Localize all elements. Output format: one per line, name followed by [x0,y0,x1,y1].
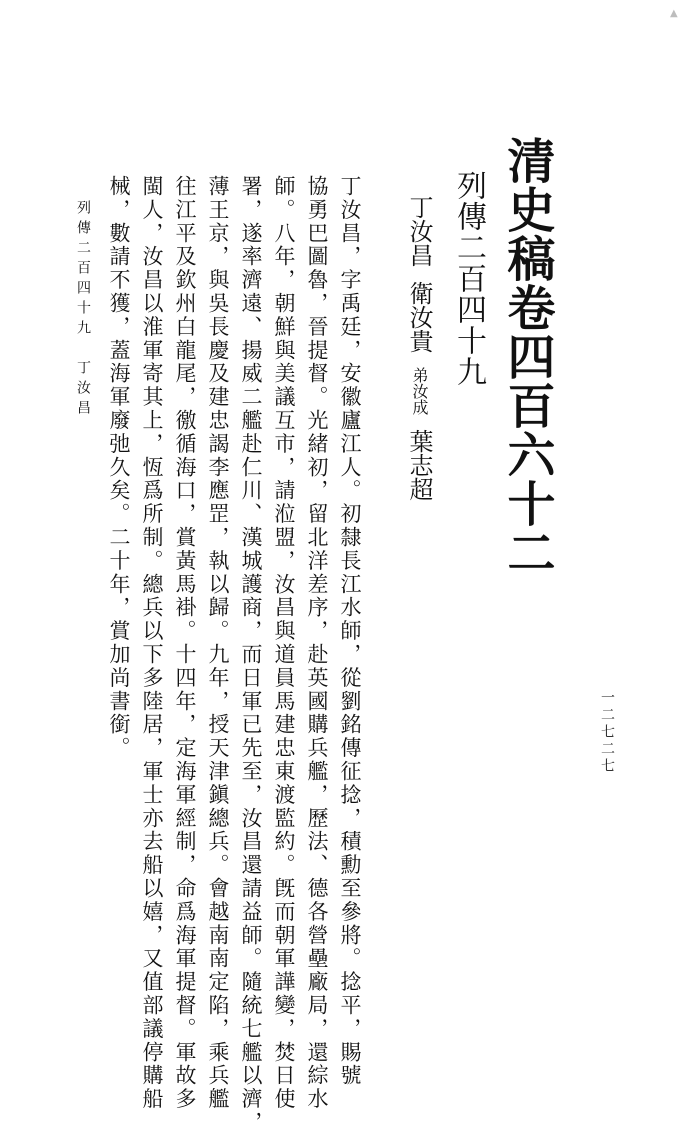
page-title: 清史稿卷四百六十二 [499,136,555,577]
biography-name-2-note: 弟汝成 [410,367,429,415]
body-column: 協勇巴圖魯，晉提督。光緒初，留北洋差序，赴英國購兵艦，歷法、德各營壘廠局，還綜水 [305,175,329,1111]
body-column: 師。八年，朝鮮與美議互市，請涖盟，汝昌與道員馬建忠東渡監約。旣而朝軍譁變，焚日使 [272,175,296,1111]
body-column: 械，數請不獲，蓋海軍廢弛久矣。二十年，賞加尚書銜。 [107,175,131,760]
corner-arrow-icon: ▲ [670,8,678,19]
body-column: 薄王京，與吳長慶及建忠謁李應罡，執以歸。九年，授天津鎭總兵。會越南南定陷，乘兵艦 [206,175,230,1111]
body-column: 閩人，汝昌以淮軍寄其上，恆爲所制。總兵以下多陸居，軍士亦去船以嬉，又值部議停購船 [140,175,164,1111]
page-number: 一二七二七 [599,690,615,775]
body-column: 丁汝昌，字禹廷，安徽廬江人。初隸長江水師，從劉銘傳征捻，積勳至參將。捻平，賜號 [338,175,362,1088]
body-column: 署，遂率濟遠、揚威二艦赴仁川、漢城護商，而日軍已先至，汝昌還請益師。隨統七艦以濟， [239,175,263,1134]
biography-name-3: 葉志超 [405,429,433,501]
biography-names [407,195,431,501]
body-column: 往江平及欽州白龍尾，徼循海口，賞黃馬褂。十四年，定海軍經制，命爲海軍提督。軍故多 [173,175,197,1111]
margin-running-header: 列傳二百四十九 丁汝昌 [75,200,91,420]
biography-name-1: 丁汝昌 [405,195,433,267]
chapter-subtitle: 列傳二百四十九 [451,170,486,387]
biography-name-2: 衛汝貴 [405,281,433,353]
